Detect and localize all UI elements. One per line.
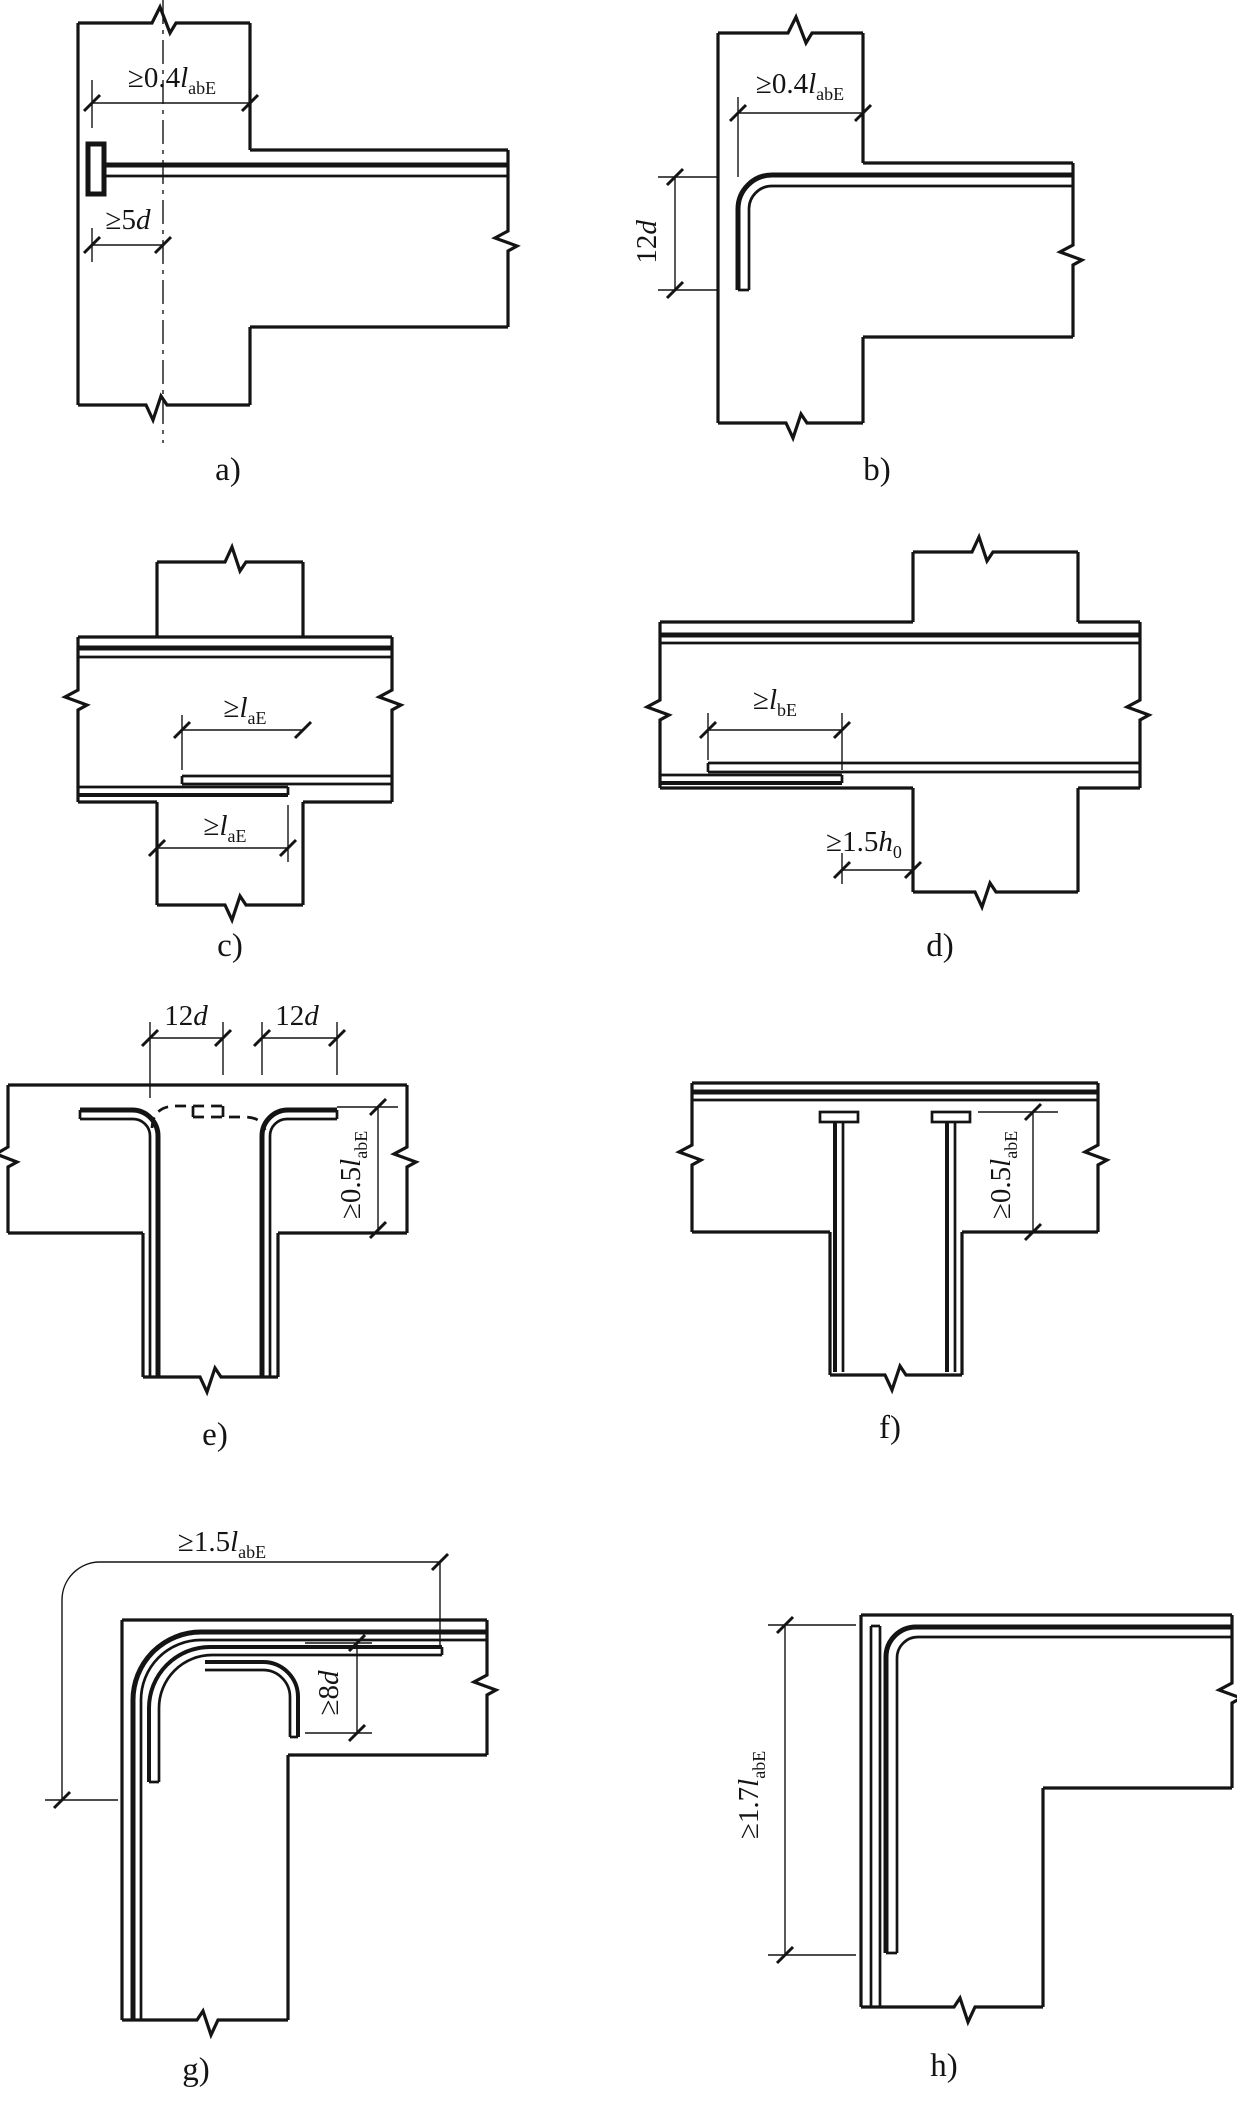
column-bottom-edge-break xyxy=(718,414,863,438)
mechanical-anchor-head-right xyxy=(932,1112,970,1122)
dim-prefix: ≥ xyxy=(753,684,769,716)
dim-prefix: ≥1.5 xyxy=(177,1526,231,1558)
dim-text-a-anchorage xyxy=(62,62,282,104)
panel-label-a: a) xyxy=(215,452,241,488)
column-bottom-edge-break xyxy=(143,1368,278,1392)
column-bottom-edge-break xyxy=(78,396,250,420)
figure-g-knee-joint-lap-outside xyxy=(45,1554,496,2035)
dim-variable: d xyxy=(135,204,151,236)
dim-variable: l xyxy=(239,692,248,724)
dim-variable: l xyxy=(985,1158,1018,1167)
dim-subscript: abE xyxy=(238,1541,267,1562)
column-rebar-left-bent-inner xyxy=(80,1119,150,1377)
panel-label-e: e) xyxy=(202,1417,228,1453)
dim-variable: d xyxy=(631,220,664,235)
upper-column-top-edge-break xyxy=(913,537,1078,561)
column-bottom-edge-break xyxy=(861,1998,1043,2022)
beam-top-rebar-bent-outer xyxy=(738,175,1073,290)
dim-prefix: ≥0.4 xyxy=(755,68,809,100)
dim-line-1-5labe-wraparound xyxy=(62,1562,440,1800)
dim-subscript: abE xyxy=(188,77,217,98)
beam-right-edge-break xyxy=(1085,1083,1107,1232)
dim-variable: l xyxy=(768,684,777,716)
hook-rebar-8d-inner xyxy=(205,1670,290,1737)
dim-text-a-5d xyxy=(18,204,238,246)
upper-column-top-edge-break xyxy=(157,547,303,571)
beam-left-edge-break xyxy=(65,637,87,802)
column-bottom-edge-break xyxy=(122,2011,288,2035)
dim-prefix: ≥1.5 xyxy=(826,826,879,858)
dim-text-f-half-labe xyxy=(985,1065,1027,1285)
dim-variable: l xyxy=(733,1778,766,1787)
dim-prefix: ≥ xyxy=(223,692,240,724)
panel-label-d: d) xyxy=(926,928,954,964)
corner-lap-rebar-inner xyxy=(159,1655,442,1782)
panel-label-c: c) xyxy=(217,928,243,964)
alternate-bend-dashed xyxy=(193,1117,265,1130)
column-rebar-left-bent-outer xyxy=(80,1110,158,1377)
figure-h-knee-joint-bent-down xyxy=(768,1615,1237,2022)
beam-right-edge-break xyxy=(1060,163,1082,337)
dim-variable: d xyxy=(304,1000,319,1032)
dim-prefix: ≥ xyxy=(203,810,220,842)
column-bottom-edge-break xyxy=(830,1366,962,1390)
dim-variable: h xyxy=(878,826,893,858)
hook-rebar-8d-outer xyxy=(205,1662,298,1737)
dim-variable: l xyxy=(808,68,817,100)
mechanical-anchor-head xyxy=(88,144,104,194)
dim-variable: l xyxy=(335,1158,368,1167)
dim-subscript: bE xyxy=(777,699,797,720)
dim-prefix: 12 xyxy=(164,1000,194,1032)
dim-prefix: 12 xyxy=(631,234,664,264)
dim-text-e-12d-right xyxy=(187,1000,407,1042)
beam-top-rebar-bent-inner xyxy=(749,186,1073,290)
dim-text-b-anchorage xyxy=(690,68,910,110)
beam-rebar-bent-down-outer xyxy=(886,1627,1232,1953)
dim-text-d-h0 xyxy=(754,826,974,868)
dim-text-c-top xyxy=(135,692,355,734)
dim-subscript: aE xyxy=(247,707,267,728)
dim-variable: l xyxy=(219,810,228,842)
dim-prefix: ≥8 xyxy=(313,1684,346,1716)
beam-rebar-bent-down-inner xyxy=(897,1637,1232,1953)
dim-subscript: abE xyxy=(816,83,845,104)
dim-variable: d xyxy=(193,1000,208,1032)
dim-prefix: ≥1.7 xyxy=(733,1786,766,1839)
dim-text-c-bottom xyxy=(115,810,335,852)
beam-left-edge-break xyxy=(679,1083,701,1232)
mechanical-anchor-head-left xyxy=(820,1112,858,1122)
dim-text-e-half-labe xyxy=(335,1065,377,1285)
dim-subscript: 0 xyxy=(892,841,902,862)
dim-variable: l xyxy=(180,62,189,94)
beam-right-edge-break xyxy=(1219,1615,1237,1788)
dim-text-g-1-5labe xyxy=(112,1526,332,1568)
dim-subscript: abE xyxy=(350,1130,371,1159)
corner-lap-rebar-outer xyxy=(149,1647,442,1782)
dim-prefix: 12 xyxy=(275,1000,305,1032)
dim-subscript: abE xyxy=(748,1750,769,1779)
dim-text-h-1-7labe xyxy=(733,1685,775,1905)
dim-variable: l xyxy=(230,1526,239,1558)
dim-text-g-8d xyxy=(313,1583,355,1803)
column-top-edge-break xyxy=(78,7,250,33)
dim-subscript: aE xyxy=(227,825,247,846)
dim-prefix: ≥5 xyxy=(105,204,136,236)
dim-prefix: ≥0.4 xyxy=(127,62,181,94)
panel-label-f: f) xyxy=(879,1410,901,1446)
dim-text-d-lbe xyxy=(665,684,885,726)
column-rebar-right-bent-inner xyxy=(270,1119,337,1377)
dim-prefix: ≥0.5 xyxy=(985,1166,1018,1219)
dim-text-b-12d xyxy=(631,132,673,352)
lower-column-bottom-edge-break xyxy=(157,896,303,920)
corner-rebar-continuous-outer xyxy=(133,1632,487,2020)
panel-label-b: b) xyxy=(863,452,891,488)
figure-f-top-joint-anchor-heads xyxy=(679,1083,1107,1390)
beam-left-edge-break xyxy=(0,1085,17,1233)
dim-variable: d xyxy=(313,1670,346,1685)
column-rebar-right-bent-outer xyxy=(262,1110,337,1377)
dim-subscript: abE xyxy=(1000,1130,1021,1159)
column-top-edge-break xyxy=(718,17,863,43)
dim-prefix: ≥0.5 xyxy=(335,1166,368,1219)
panel-label-h: h) xyxy=(930,2048,958,2084)
lower-column-bottom-edge-break xyxy=(913,883,1078,907)
panel-label-g: g) xyxy=(182,2052,210,2088)
